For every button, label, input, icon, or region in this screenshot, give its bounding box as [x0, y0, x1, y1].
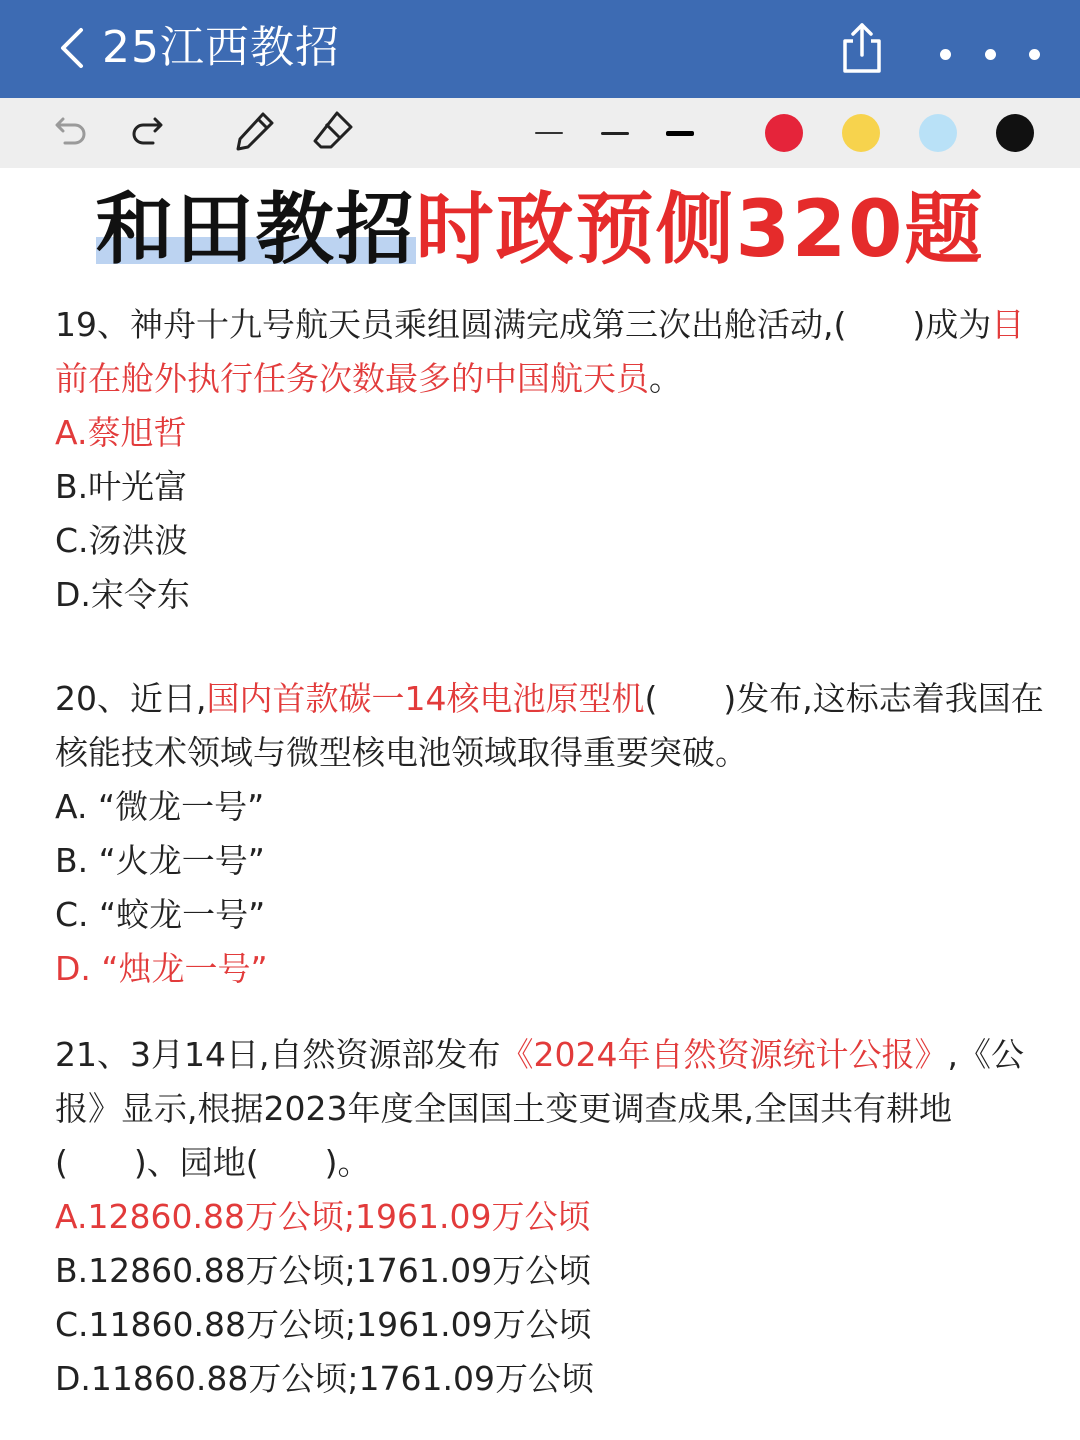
answer-option: A. “微龙一号” — [55, 787, 265, 826]
answer-option: C.11860.88万公顷;1961.09万公顷 — [55, 1305, 592, 1344]
page-title: 25江西教招 — [102, 22, 340, 73]
color-swatch-yellow[interactable] — [842, 114, 880, 152]
thin-line-icon — [535, 132, 563, 134]
color-swatch-red[interactable] — [765, 114, 803, 152]
document-content — [0, 168, 1080, 1440]
answer-option: B.叶光富 — [55, 467, 188, 506]
share-icon — [840, 21, 884, 79]
question-block-20 — [55, 672, 1045, 996]
annotation-toolbar — [0, 98, 1080, 168]
answer-option: C.汤洪波 — [55, 521, 188, 560]
answer-option: A.12860.88万公顷;1961.09万公顷 — [55, 1197, 591, 1236]
color-swatch-black[interactable] — [996, 114, 1034, 152]
document-headline — [0, 180, 1080, 280]
headline-part-1: 和田教招 — [95, 185, 416, 275]
more-dots-icon — [1029, 49, 1040, 60]
color-swatch-light-blue[interactable] — [919, 114, 957, 152]
undo-icon — [51, 111, 91, 155]
answer-option: C. “蛟龙一号” — [55, 895, 266, 934]
undo-button[interactable] — [46, 108, 96, 158]
answer-option: D.宋令东 — [55, 575, 190, 614]
top-app-bar — [0, 0, 1080, 98]
eraser-tool-button[interactable] — [308, 108, 358, 158]
more-dots-icon — [985, 49, 996, 60]
question-stem: 19、神舟十九号航天员乘组圆满完成第三次出舱活动,( )成为目前在舱外执行任务次数最多的中国航天员。 — [55, 305, 1025, 398]
pen-tool-button[interactable] — [230, 108, 280, 158]
answer-option: B.12860.88万公顷;1761.09万公顷 — [55, 1251, 592, 1290]
more-dots-icon — [940, 49, 951, 60]
question-block-21 — [55, 1028, 1045, 1406]
answer-option: D. “烛龙一号” — [55, 949, 268, 988]
back-button[interactable] — [50, 26, 94, 74]
answer-option: D.11860.88万公顷;1761.09万公顷 — [55, 1359, 594, 1398]
answer-option: A.蔡旭哲 — [55, 413, 187, 452]
pencil-icon — [233, 109, 277, 157]
thick-line-icon — [666, 131, 694, 136]
redo-icon — [127, 111, 167, 155]
headline-part-2: 时政预侧320题 — [415, 185, 985, 275]
question-block-19 — [55, 298, 1045, 622]
medium-line-icon — [601, 132, 629, 135]
eraser-icon — [311, 109, 355, 157]
answer-option: B. “火龙一号” — [55, 841, 265, 880]
share-button[interactable] — [838, 22, 886, 78]
question-stem: 21、3月14日,自然资源部发布《2024年自然资源统计公报》,《公报》显示,根据2023年度全国国土变更调查成果,全国共有耕地( )、园地( )。 — [55, 1035, 1024, 1182]
stroke-thick-option[interactable] — [655, 108, 705, 158]
stroke-thin-option[interactable] — [524, 108, 574, 158]
more-options-button[interactable] — [940, 36, 1040, 72]
redo-button[interactable] — [122, 108, 172, 158]
question-stem: 20、近日,国内首款碳一14核电池原型机( )发布,这标志着我国在核能技术领域与微型核电池领域取得重要突破。 — [55, 679, 1044, 772]
stroke-medium-option[interactable] — [590, 108, 640, 158]
chevron-left-icon — [57, 26, 87, 74]
